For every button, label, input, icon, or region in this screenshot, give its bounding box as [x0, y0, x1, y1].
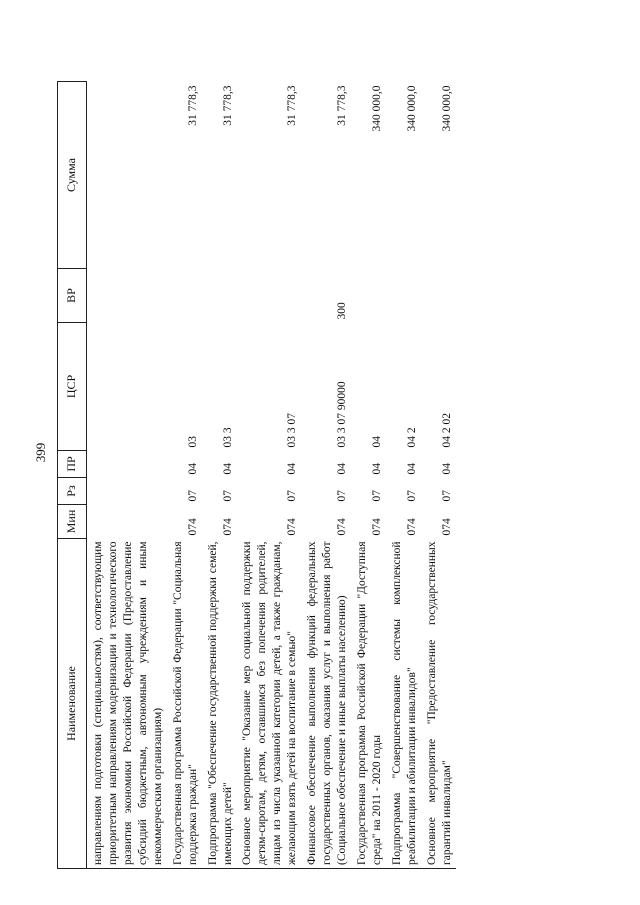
row-csr: 04 [370, 436, 383, 448]
row-sum: 340 000,0 [370, 85, 383, 132]
row-rz [87, 478, 167, 505]
row-vr [421, 269, 456, 323]
row-sum [87, 82, 167, 269]
row-vr [351, 269, 386, 323]
column-header-vr: ВР [58, 269, 87, 323]
row-csr: 03 3 07 90000 [336, 381, 349, 448]
row-name: направлениям подготовки (специальностям), соответствующим приоритетным направлениям модернизации и технологического развития экономики Российской Федерации (Предоставление субсидий бюджетным, автономным учреждениям и иным некоммерческим организациям) [87, 539, 167, 869]
row-rz: 07 [336, 490, 349, 502]
page-number: 399 [33, 442, 48, 463]
column-header-csr: ЦСР [58, 323, 87, 451]
row-min: 074 [221, 518, 234, 536]
row-rz: 07 [370, 490, 383, 502]
table-row [87, 82, 167, 869]
row-pr [87, 451, 167, 478]
row-rz: 07 [221, 490, 234, 502]
row-rz: 07 [440, 490, 453, 502]
row-name: Финансовое обеспечение выполнения функций федеральных государственных органов, оказания услуг и выполнения работ (Социальное обеспечение и иные выплаты населению) [301, 539, 351, 869]
header-row [58, 82, 87, 869]
table-row [301, 82, 351, 869]
column-header-pr: ПР [58, 451, 87, 478]
row-csr: 04 2 [405, 427, 418, 448]
row-name: Подпрограмма "Обеспечение государственной поддержки семей, имеющих детей" [202, 539, 237, 869]
row-min: 074 [405, 518, 418, 536]
table-row [236, 82, 301, 869]
row-vr: 300 [336, 302, 349, 320]
row-pr: 04 [405, 463, 418, 475]
row-min: 074 [440, 518, 453, 536]
row-vr [87, 269, 167, 323]
row-pr: 04 [370, 463, 383, 475]
row-name: Подпрограмма "Совершенствование системы комплексной реабилитации и абилитации инвалидов" [386, 539, 421, 869]
row-sum: 340 000,0 [405, 85, 418, 132]
row-csr [87, 323, 167, 451]
row-min: 074 [336, 518, 349, 536]
row-csr: 03 3 [221, 427, 234, 448]
row-pr: 04 [186, 463, 199, 475]
row-sum: 31 778,3 [286, 85, 299, 126]
row-name: Основное мероприятие "Оказание мер социальной поддержки детям-сиротам, детям, оставшимся без попечения родителей, лицам из числа указанной категории детей, а также гражданам, желающим взять детей на воспитание в семью" [236, 539, 301, 869]
row-vr [236, 269, 301, 323]
table-row [167, 82, 202, 869]
row-min: 074 [286, 518, 299, 536]
row-rz: 07 [405, 490, 418, 502]
row-rz: 07 [286, 490, 299, 502]
table-row [421, 82, 456, 869]
row-rz: 07 [186, 490, 199, 502]
row-pr: 04 [286, 463, 299, 475]
table-row [386, 82, 421, 869]
row-name: Основное мероприятие "Предоставление государственных гарантий инвалидам" [421, 539, 456, 869]
column-header-rz: Рз [58, 478, 87, 505]
row-min: 074 [370, 518, 383, 536]
column-header-sum: Сумма [58, 82, 87, 269]
row-min: 074 [186, 518, 199, 536]
row-csr: 03 [186, 436, 199, 448]
row-csr: 03 3 07 [286, 413, 299, 448]
row-min [87, 505, 167, 539]
row-sum: 31 778,3 [336, 85, 349, 126]
row-sum: 31 778,3 [221, 85, 234, 126]
column-header-name: Наименование [58, 539, 87, 869]
table-row [351, 82, 386, 869]
row-csr: 04 2 02 [440, 413, 453, 448]
row-pr: 04 [336, 463, 349, 475]
row-pr: 04 [440, 463, 453, 475]
table-row [202, 82, 237, 869]
row-vr [167, 269, 202, 323]
row-sum: 31 778,3 [186, 85, 199, 126]
column-header-min: Мин [58, 505, 87, 539]
row-pr: 04 [221, 463, 234, 475]
row-vr [202, 269, 237, 323]
row-sum: 340 000,0 [440, 85, 453, 132]
row-name: Государственная программа Российской Федерации "Доступная среда" на 2011 - 2020 годы [351, 539, 386, 869]
row-vr [386, 269, 421, 323]
row-name: Государственная программа Российской Федерации "Социальная поддержка граждан" [167, 539, 202, 869]
budget-table [57, 81, 456, 869]
